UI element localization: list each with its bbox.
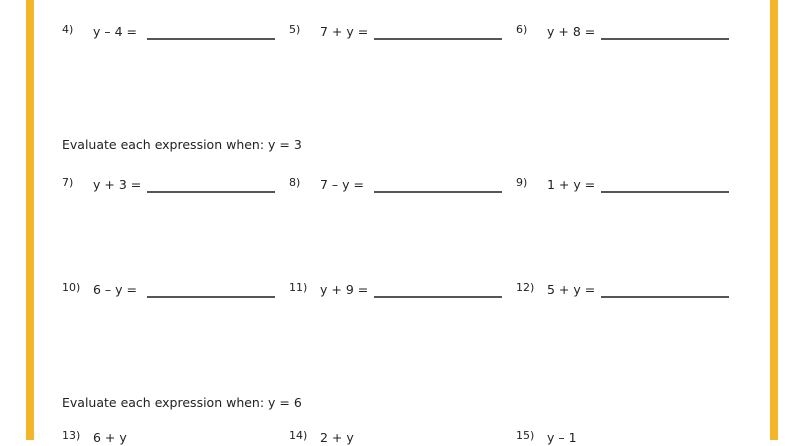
problem-expression: y – 4 =	[93, 24, 137, 39]
problem-number: 6)	[516, 23, 528, 36]
answer-blank[interactable]	[147, 191, 275, 193]
problem-number: 9)	[516, 176, 528, 189]
problem	[289, 430, 509, 446]
problem-expression: y + 9 =	[320, 282, 369, 297]
answer-blank[interactable]	[601, 38, 729, 40]
problem	[289, 282, 509, 298]
problem	[62, 282, 282, 298]
problem	[516, 24, 736, 40]
problem-number: 7)	[62, 176, 74, 189]
answer-blank[interactable]	[374, 296, 502, 298]
problem-number: 13)	[62, 429, 81, 442]
answer-blank[interactable]	[147, 296, 275, 298]
problem-expression: 1 + y =	[547, 177, 596, 192]
problem	[62, 24, 282, 40]
answer-blank[interactable]	[147, 38, 275, 40]
problem	[516, 177, 736, 193]
section-heading: Evaluate each expression when: y = 6	[62, 395, 302, 410]
problem	[516, 282, 736, 298]
problem	[289, 177, 509, 193]
answer-blank[interactable]	[374, 191, 502, 193]
answer-blank[interactable]	[601, 191, 729, 193]
problem-number: 8)	[289, 176, 301, 189]
right-border	[770, 0, 778, 440]
section-heading: Evaluate each expression when: y = 3	[62, 137, 302, 152]
answer-blank[interactable]	[601, 296, 729, 298]
problem	[62, 177, 282, 193]
problem-expression: y + 8 =	[547, 24, 596, 39]
problem-number: 15)	[516, 429, 535, 442]
problem-expression: 7 + y =	[320, 24, 369, 39]
problem-expression: y – 1	[547, 430, 577, 445]
problem	[62, 430, 282, 446]
problem-expression: 6 – y =	[93, 282, 137, 297]
problem-expression: 7 – y =	[320, 177, 364, 192]
problem-number: 10)	[62, 281, 81, 294]
problem-number: 14)	[289, 429, 308, 442]
problem	[289, 24, 509, 40]
problem-expression: 2 + y	[320, 430, 354, 445]
problem-number: 5)	[289, 23, 301, 36]
problem-expression: 6 + y	[93, 430, 127, 445]
left-border	[26, 0, 34, 440]
answer-blank[interactable]	[374, 38, 502, 40]
problem-number: 4)	[62, 23, 74, 36]
problem-expression: y + 3 =	[93, 177, 142, 192]
problem	[516, 430, 736, 446]
problem-expression: 5 + y =	[547, 282, 596, 297]
problem-number: 11)	[289, 281, 308, 294]
problem-number: 12)	[516, 281, 535, 294]
